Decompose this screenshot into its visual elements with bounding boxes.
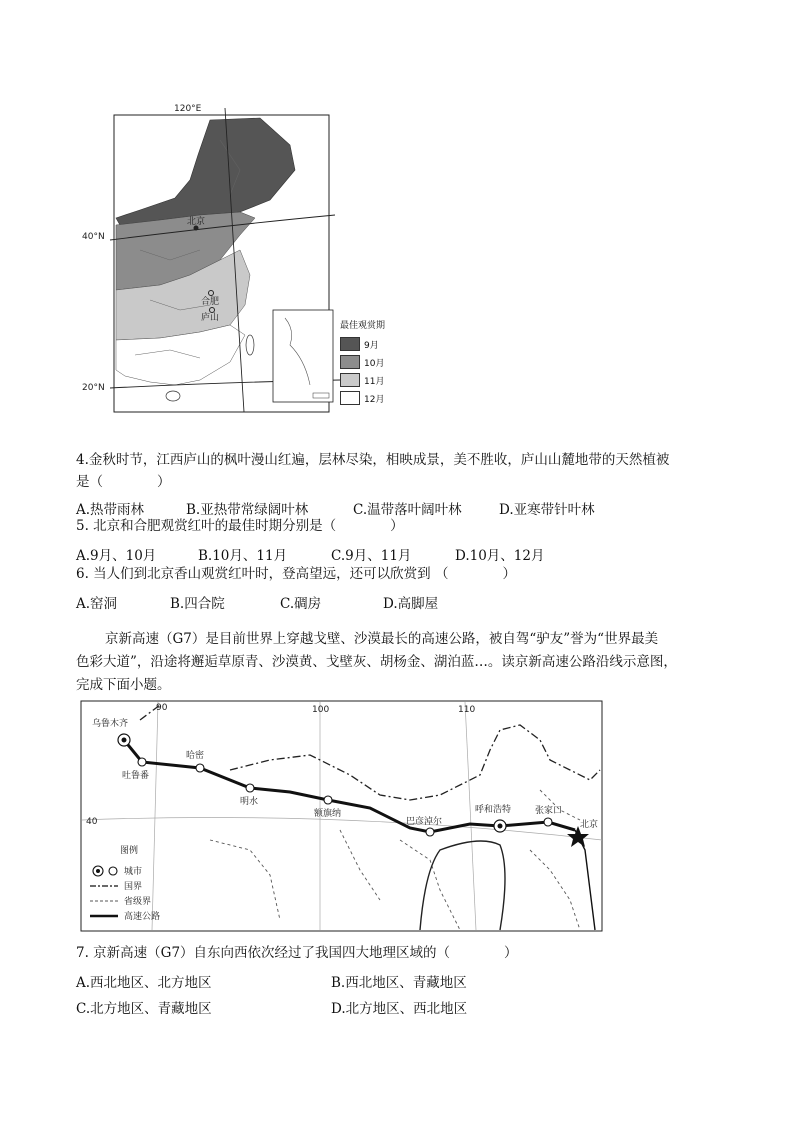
legend2-city: 城市 (124, 867, 143, 877)
swatch-oct (340, 355, 360, 369)
legend2-provincial: 省级界 (124, 897, 152, 907)
swatch-dec (340, 391, 360, 405)
label-100: 100 (312, 705, 330, 715)
q5-option-b[interactable]: B.10月、11月 (198, 548, 288, 564)
q7-option-c[interactable]: C.北方地区、青藏地区 (76, 1001, 212, 1017)
label-hefei: 合肥 (201, 297, 220, 307)
q7-option-a[interactable]: A.西北地区、北方地区 (76, 975, 212, 991)
q6-option-c[interactable]: C.碉房 (280, 596, 322, 612)
label-hohhot: 呼和浩特 (475, 805, 512, 815)
label-110: 110 (458, 705, 476, 715)
legend-row-dec (340, 389, 410, 407)
q4-option-c[interactable]: C.温带落叶阔叶林 (353, 502, 462, 518)
q5-option-c[interactable]: C.9月、11月 (331, 548, 412, 564)
q6-stem: 6. 当人们到北京香山观赏红叶时，登高望远，还可以欣赏到 （ ） (76, 566, 516, 582)
q4-option-a[interactable]: A.热带雨林 (76, 502, 145, 518)
q4-stem-line1: 4.金秋时节，江西庐山的枫叶漫山红遍，层林尽染，相映成景，美不胜收，庐山山麓地带的天然植被 (76, 452, 670, 468)
city-zhangjiakou (544, 818, 552, 826)
label-20n: 20°N (82, 383, 105, 393)
q7-option-b[interactable]: B.西北地区、青藏地区 (331, 975, 467, 991)
q4-option-b[interactable]: B.亚热带常绿阔叶林 (186, 502, 309, 518)
passage-line1: 京新高速（G7）是目前世界上穿越戈壁、沙漠最长的高速公路，被自驾“驴友”誉为“世界最美 (105, 631, 659, 647)
legend-label-sept: 9月 (364, 340, 379, 351)
label-hami: 哈密 (186, 751, 205, 761)
legend-label-oct: 10月 (364, 358, 385, 369)
swatch-sept (340, 337, 360, 351)
label-40n: 40°N (82, 232, 105, 242)
map1-legend-title: 最佳观赏期 (340, 321, 386, 331)
q4-stem-line2: 是（ ） (76, 474, 171, 490)
city-hami (196, 764, 204, 772)
legend-row-oct (340, 353, 410, 371)
label-turpan: 吐鲁番 (122, 771, 150, 781)
expressway-map (80, 700, 604, 933)
legend2-expressway: 高速公路 (124, 912, 161, 922)
passage-line3: 完成下面小题。 (76, 677, 171, 693)
city-bayannur (426, 828, 434, 836)
inset-south-china-sea (273, 310, 333, 402)
q6-option-b[interactable]: B.四合院 (170, 596, 225, 612)
label-mingshui: 明水 (240, 797, 259, 807)
swatch-nov (340, 373, 360, 387)
label-ejina: 额旗纳 (314, 809, 342, 819)
label-bayannur: 巴彦淖尔 (406, 817, 443, 827)
legend2-border: 国界 (124, 882, 143, 892)
legend-label-nov: 11月 (364, 376, 385, 387)
q4-option-d[interactable]: D.亚寒带针叶林 (499, 502, 595, 518)
band-sept (116, 118, 295, 225)
legend-row-nov (340, 371, 410, 389)
passage-line2: 色彩大道”，沿途将邂逅草原青、沙漠黄、戈壁灰、胡杨金、湖泊蓝…。读京新高速公路沿线示意图， (76, 654, 677, 670)
q6-option-a[interactable]: A.窑洞 (76, 596, 118, 612)
label-urumqi: 乌鲁木齐 (92, 719, 129, 729)
q5-option-a[interactable]: A.9月、10月 (76, 548, 157, 564)
legend-row-sept (340, 335, 410, 353)
label-beijing2: 北京 (580, 820, 599, 830)
autumn-foliage-map (80, 100, 380, 420)
q6-option-d[interactable]: D.高脚屋 (383, 596, 439, 612)
label-lushan: 庐山 (201, 313, 220, 323)
city-ejina (324, 796, 332, 804)
label-120e: 120°E (174, 104, 202, 114)
map1-legend (340, 318, 410, 407)
city-mingshui (246, 784, 254, 792)
q5-option-d[interactable]: D.10月、12月 (455, 548, 545, 564)
city-turpan (138, 758, 146, 766)
label-90: 90 (156, 703, 168, 713)
q7-option-d[interactable]: D.北方地区、西北地区 (331, 1001, 468, 1017)
q7-stem: 7. 京新高速（G7）自东向西依次经过了我国四大地理区域的（ ） (76, 945, 518, 961)
legend2-title: 图例 (120, 846, 139, 856)
label-zhangjiakou: 张家口 (535, 806, 563, 816)
label-40: 40 (86, 817, 98, 827)
legend-label-dec: 12月 (364, 394, 385, 405)
label-beijing: 北京 (187, 217, 206, 227)
q5-stem: 5. 北京和合肥观赏红叶的最佳时期分别是（ ） (76, 518, 404, 534)
